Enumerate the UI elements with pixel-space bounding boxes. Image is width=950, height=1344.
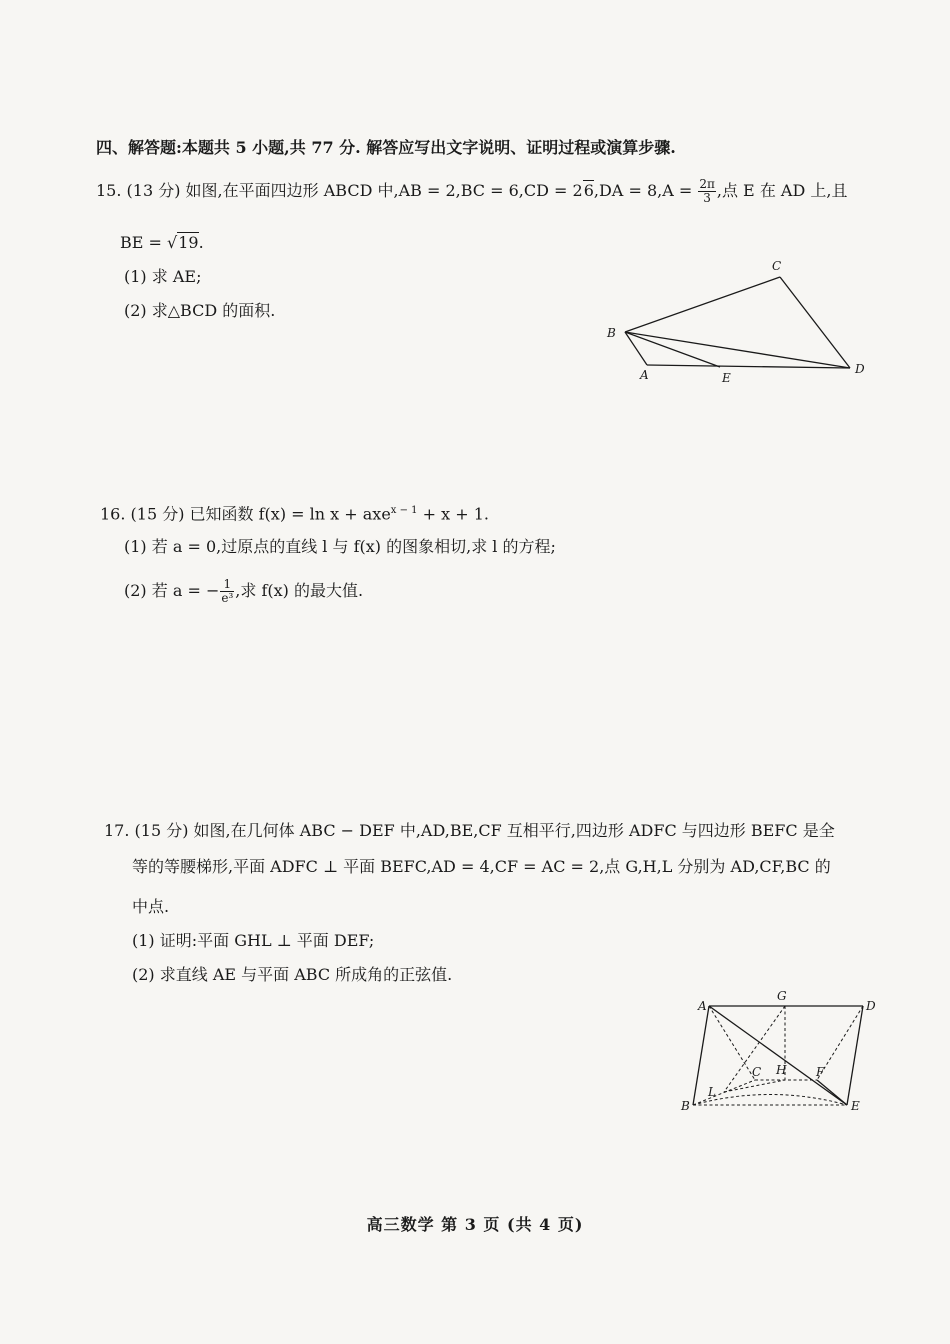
q15-stem xyxy=(96,178,847,205)
q17-figure xyxy=(675,988,885,1120)
q15-tail: ,点 E 在 AD 上,且 xyxy=(716,181,848,200)
label-d: D xyxy=(866,999,876,1013)
q16-tail: + x + 1. xyxy=(422,504,489,524)
label-h: H xyxy=(776,1063,787,1077)
q17-line2: 等的等腰梯形,平面 ADFC ⊥ 平面 BEFC,AD = 4,CF = AC = 2,点 G,H,L 分别为 AD,CF,BC 的 xyxy=(132,857,831,876)
q16-frac-num: 1 xyxy=(220,578,234,592)
q16-part2-lead: (2) 若 a = − xyxy=(124,581,220,600)
q15-angle-fraction xyxy=(698,178,716,205)
edge-lh xyxy=(724,1080,785,1092)
edge-ba xyxy=(625,332,647,365)
edge-bc xyxy=(625,277,780,332)
edge-ac xyxy=(709,1006,755,1080)
edge-bc xyxy=(693,1080,755,1105)
label-l: L xyxy=(708,1085,716,1099)
page-footer: 高三数学 第 3 页 (共 4 页) xyxy=(366,1215,584,1234)
q15-be-label: BE = xyxy=(120,233,162,252)
q15-figure xyxy=(595,255,875,390)
edge-bd xyxy=(625,332,850,368)
label-f: F xyxy=(816,1065,825,1079)
q15-sqrt6: 6 xyxy=(583,181,594,200)
q17-part2: (2) 求直线 AE 与平面 ABC 所成角的正弦值. xyxy=(132,965,453,984)
edge-ab xyxy=(693,1006,709,1105)
label-a: A xyxy=(640,368,649,382)
edge-cd xyxy=(780,277,850,368)
label-d: D xyxy=(855,362,865,376)
label-a: A xyxy=(698,999,707,1013)
q15-be-end: . xyxy=(198,233,204,252)
q16-exponent: x − 1 xyxy=(390,505,418,516)
q15-be-sqrt: 19 xyxy=(178,233,199,252)
edge-be xyxy=(625,332,720,367)
q17-line1: 17. (15 分) 如图,在几何体 ABC − DEF 中,AD,BE,CF 互相平行,四边形 ADFC 与四边形 BEFC 是全 xyxy=(104,821,835,840)
q15-frac-den: 3 xyxy=(703,191,711,205)
edge-de xyxy=(847,1006,863,1105)
label-b: B xyxy=(681,1099,690,1113)
q17-line3: 中点. xyxy=(132,897,170,916)
q16-part2 xyxy=(124,578,363,605)
q15-frac-num: 2π xyxy=(699,177,715,191)
q16-part2-tail: ,求 f(x) 的最大值. xyxy=(235,581,364,600)
q16-frac-den: e³ xyxy=(221,591,234,605)
q15-be: BE = √19. xyxy=(120,233,204,252)
label-e: E xyxy=(722,371,731,385)
q16-stem xyxy=(100,500,489,525)
edge-gl xyxy=(724,1006,785,1092)
q16-part1: (1) 若 a = 0,过原点的直线 l 与 f(x) 的图象相切,求 l 的方程; xyxy=(124,537,556,556)
label-e: E xyxy=(851,1099,860,1113)
edge-ad xyxy=(647,365,850,368)
label-c: C xyxy=(772,259,782,273)
q17-part1: (1) 证明:平面 GHL ⊥ 平面 DEF; xyxy=(132,931,375,950)
q15-part2: (2) 求△BCD 的面积. xyxy=(124,301,276,320)
label-g: G xyxy=(777,989,787,1003)
section-header: 四、解答题:本题共 5 小题,共 77 分. 解答应写出文字说明、证明过程或演算步骤. xyxy=(96,138,676,157)
label-c: C xyxy=(752,1065,762,1079)
q16-fraction xyxy=(220,578,234,605)
label-b: B xyxy=(607,326,616,340)
q15-mid: ,DA = 8,A = xyxy=(593,181,693,200)
q16-lead: 16. (15 分) 已知函数 f(x) = ln x + axe xyxy=(100,504,391,524)
q15-lead: 15. (13 分) 如图,在平面四边形 ABCD 中,AB = 2,BC = 6,CD = 2 xyxy=(96,181,583,200)
q15-part1: (1) 求 AE; xyxy=(124,267,202,286)
